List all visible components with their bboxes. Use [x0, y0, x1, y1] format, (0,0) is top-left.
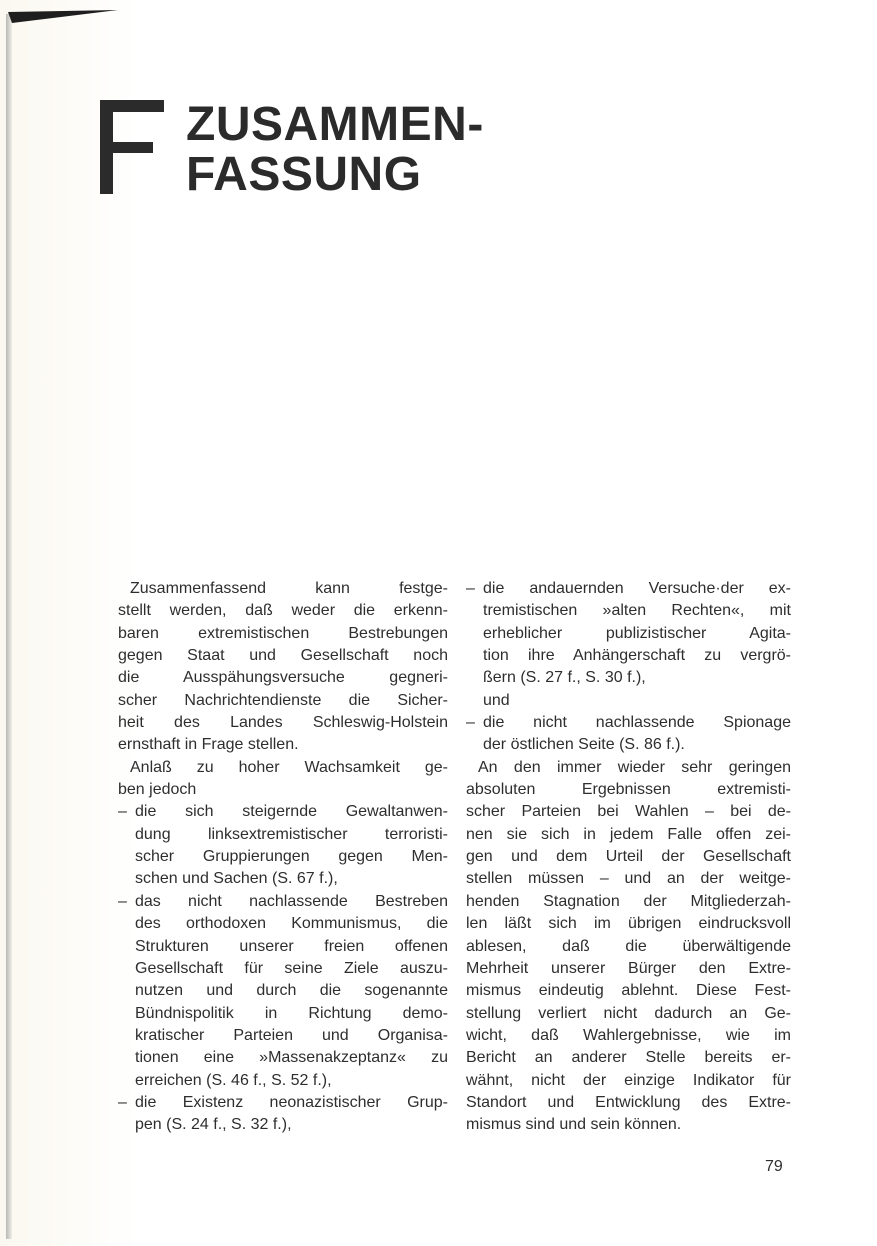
- text-line: wähnt, nicht der einzige Indikator für: [466, 1071, 791, 1089]
- text-line: scher Parteien bei Wahlen – bei de-: [466, 803, 791, 821]
- text-line: Zusammenfassend kann festge-: [130, 580, 448, 597]
- chapter-title-line-2: FASSUNG: [186, 148, 422, 201]
- text-line: ben jedoch: [118, 781, 197, 799]
- text-line: henden Stagnation der Mitgliederzah-: [466, 892, 791, 910]
- text-line: scher Gruppierungen gegen Men-: [135, 848, 448, 866]
- text-line: gen und dem Urteil der Gesellschaft: [466, 848, 791, 866]
- text-line: stellung verliert nicht dadurch an Ge-: [466, 1004, 791, 1022]
- text-line: die sich steigernde Gewaltanwen-: [135, 803, 448, 821]
- text-line: ablesen, daß die überwältigende: [466, 937, 791, 955]
- text-line: tion ihre Anhängerschaft zu vergrö-: [483, 647, 791, 665]
- text-line: tionen eine »Massenakzeptanz« zu: [135, 1049, 448, 1067]
- text-line: Mehrheit unserer Bürger den Extre-: [466, 959, 791, 977]
- list-item-neonazi: [118, 1092, 448, 1137]
- dash-bullet: –: [118, 1093, 127, 1111]
- text-line: kratischer Parteien und Organisa-: [135, 1026, 448, 1044]
- page-number: 79: [765, 1158, 783, 1175]
- list-item-violence: [118, 801, 448, 890]
- text-line: Bündnispolitik in Richtung demo-: [135, 1004, 448, 1022]
- text-line: der östlichen Seite (S. 86 f.).: [483, 736, 685, 754]
- list-item-communism: [118, 891, 448, 1092]
- text-line: baren extremistischen Bestrebungen: [118, 624, 448, 642]
- text-line: An den immer wieder sehr geringen: [478, 758, 791, 776]
- dash-bullet: –: [466, 580, 475, 597]
- text-line: erreichen (S. 46 f., S. 52 f.),: [135, 1071, 332, 1089]
- binding-shadow: [6, 14, 12, 1239]
- text-line: die Existenz neonazistischer Grup-: [135, 1093, 448, 1111]
- text-line: nen sie sich in jedem Falle offen zei-: [466, 825, 791, 843]
- text-line: stellt werden, daß weder die erkenn-: [118, 602, 448, 620]
- chapter-title-line-1: ZUSAMMEN-: [186, 98, 484, 151]
- dash-bullet: –: [118, 803, 127, 821]
- list-item-espionage: [466, 712, 791, 757]
- text-line: Bericht an anderer Stelle bereits er-: [466, 1049, 791, 1067]
- text-line: und: [483, 691, 510, 709]
- text-line: Standort und Entwicklung des Extre-: [466, 1093, 791, 1111]
- text-line: mismus eindeutig ablehnt. Diese Fest-: [466, 982, 791, 1000]
- text-line: Strukturen unserer freien offenen: [135, 937, 448, 955]
- dash-bullet: –: [118, 892, 127, 910]
- text-line: wicht, daß Wahlergebnisse, wie im: [466, 1026, 791, 1044]
- dash-bullet: –: [466, 714, 475, 732]
- text-line: len läßt sich im übrigen eindrucksvoll: [466, 915, 791, 933]
- text-line: das nicht nachlassende Bestreben: [135, 892, 448, 910]
- text-line: stellen müssen – und an der weitge-: [466, 870, 791, 888]
- text-column-right: [466, 578, 791, 1137]
- text-line: des orthodoxen Kommunismus, die: [135, 915, 448, 933]
- text-line: scher Nachrichtendienste die Sicher-: [118, 691, 448, 709]
- list-item-old-right: [466, 578, 791, 712]
- text-line: schen und Sachen (S. 67 f.),: [135, 870, 338, 888]
- text-line: dung linksextremistischer terroristi-: [135, 825, 448, 843]
- text-line: pen (S. 24 f., S. 32 f.),: [135, 1116, 292, 1134]
- text-line: Anlaß zu hoher Wachsamkeit ge-: [130, 758, 448, 776]
- text-line: heit des Landes Schleswig-Holstein: [118, 714, 448, 732]
- text-line: gegen Staat und Gesellschaft noch: [118, 647, 448, 665]
- text-line: die nicht nachlassende Spionage: [483, 714, 791, 732]
- text-line: die andauernden Versuche·der ex-: [483, 580, 791, 597]
- paragraph-vigilance: [118, 757, 448, 802]
- chapter-letter-f: [100, 100, 164, 194]
- text-line: mismus sind und sein können.: [466, 1116, 682, 1134]
- paragraph-election-results: [466, 757, 791, 1137]
- text-line: Gesellschaft für seine Ziele auszu-: [135, 959, 448, 977]
- text-line: ernsthaft in Frage stellen.: [118, 736, 299, 754]
- text-line: ßern (S. 27 f., S. 30 f.),: [483, 669, 646, 687]
- paragraph-summary: [118, 578, 448, 757]
- scan-corner-shadow: [0, 8, 120, 24]
- text-line: erheblicher publizistischer Agita-: [483, 624, 791, 642]
- text-line: absoluten Ergebnissen extremisti-: [466, 781, 791, 799]
- text-line: die Ausspähungsversuche gegneri-: [118, 669, 448, 687]
- chapter-title: [186, 100, 484, 200]
- text-line: tremistischen »alten Rechten«, mit: [483, 602, 791, 620]
- text-line: nutzen und durch die sogenannte: [135, 982, 448, 1000]
- text-column-left: [118, 578, 448, 1137]
